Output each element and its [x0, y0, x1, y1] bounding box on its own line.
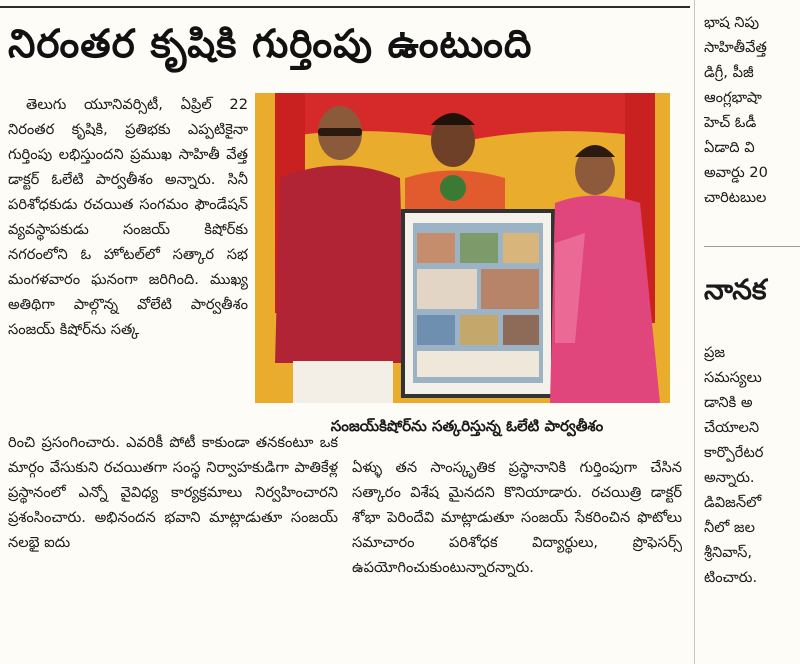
right-line-4: ఆంగ్లభాషా: [704, 89, 762, 106]
collage-photo-4: [417, 269, 477, 309]
lead-paragraph: తెలుగు యూనివర్సిటీ, ఏప్రిల్ 22 నిరంతర కృషికి, ప్రతిభకు ఎప్పటికైనా గుర్తింపు లభిస్తుందని ప్రముఖ సాహితీ వేత్త డాక్టర్ ఓలేటి పార్వతీశం అన్నారు. సినీ పరిశోధకుడు రచయిత సంగమం ఫౌండేషన్ వ్యవస్థాపకుడు సంజయ్ కిషోర్‌కు నగరంలోని ఓ హోటల్‌లో సత్కార సభ మంగళవారం ఘనంగా జరిగింది. ముఖ్య అతిథిగా పాల్గొన్న వోలేటి పార్వతీశం సంజయ్ కిషోర్‌ను సత్క: [8, 96, 248, 338]
right-line-3: డిగ్రీ, పీజీ: [704, 64, 754, 81]
collage-photo-7: [460, 315, 498, 345]
right-line-13: కార్పొరేటర: [704, 444, 764, 461]
right-line-2: సాహితీవేత్త: [704, 39, 767, 56]
event-photo: [255, 93, 670, 403]
collage-photo-3: [503, 233, 539, 263]
lead-column: [8, 92, 248, 427]
man-left-trousers: [293, 361, 393, 403]
adjacent-headline: నానక: [704, 273, 767, 306]
right-line-18: టించారు.: [704, 569, 758, 586]
collage-photo-5: [481, 269, 539, 309]
man-left-shirt: [275, 166, 405, 364]
collage-photo-1: [417, 233, 455, 263]
right-line-1: భాష నిపు: [704, 14, 760, 31]
photo-illustration: [255, 93, 670, 403]
right-line-14: అన్నారు.: [704, 469, 755, 486]
right-line-16: నీలో జల: [704, 519, 755, 536]
right-line-12: చేయాలని: [704, 419, 760, 436]
body-paragraph-2: ఏళ్ళు తన సాంస్కృతిక ప్రస్థానానికి గుర్తింపుగా చేసిన సత్కారం విశేష మైనదని కొనియాడారు. రచయిత్రి డాక్టర్ శోభా పెరిందేవి మాట్లాడుతూ సంజయ్ సేకరించిన ఫొటోలు సమాచారం పరిశోధక విద్యార్థులు, ప్రొఫెసర్స్ ఉపయోగించుకుంటున్నారన్నారు.: [352, 459, 682, 576]
collage-caption-strip: [417, 351, 539, 377]
body-paragraph: రించి ప్రసంగించారు. ఎవరికీ పోటీ కాకుండా తనకంటూ ఒక మార్గం వేసుకుని రచయితగా సంస్థ నిర్వాహకుడిగా పాతికేళ్ల ప్రస్థానంలో ఎన్నో వైవిధ్య కార్యక్రమాలు నిర్వహించారని ప్రశంసించారు. అభినందన భవాని మాట్లాడుతూ సంజయ్ నలభై ఐదు: [8, 434, 338, 551]
collage-photo-6: [417, 315, 455, 345]
right-rule: [704, 246, 800, 247]
body-column-right: [352, 455, 682, 630]
right-line-6: ఏడాది వి: [704, 139, 755, 156]
photo-caption: సంజయ్‌కిషోర్‌ను సత్కరిస్తున్న ఓలేటి పార్వతీశం: [330, 417, 604, 435]
headline: నిరంతర కృషికి గుర్తింపు ఉంటుంది: [8, 22, 533, 67]
right-line-5: హెచ్ ఓడీ: [704, 114, 757, 131]
body-column-left: [8, 430, 338, 630]
right-line-11: డానికి అ: [704, 394, 753, 411]
adjacent-article: [704, 0, 800, 664]
collage-photo-8: [503, 315, 539, 345]
right-line-10: సమస్యలు: [704, 369, 762, 386]
garland: [440, 175, 466, 201]
glasses: [318, 128, 362, 136]
right-line-15: డివిజన్‌లో: [704, 494, 762, 511]
right-line-7: అవార్డు 20: [704, 164, 768, 181]
column-divider: [694, 0, 695, 664]
right-line-8: చారిటబుల: [704, 189, 767, 206]
top-rule: [0, 6, 690, 8]
right-line-9: ప్రజ: [704, 344, 726, 361]
collage-photo-2: [460, 233, 498, 263]
right-line-17: శ్రీనివాస్,: [704, 544, 752, 561]
